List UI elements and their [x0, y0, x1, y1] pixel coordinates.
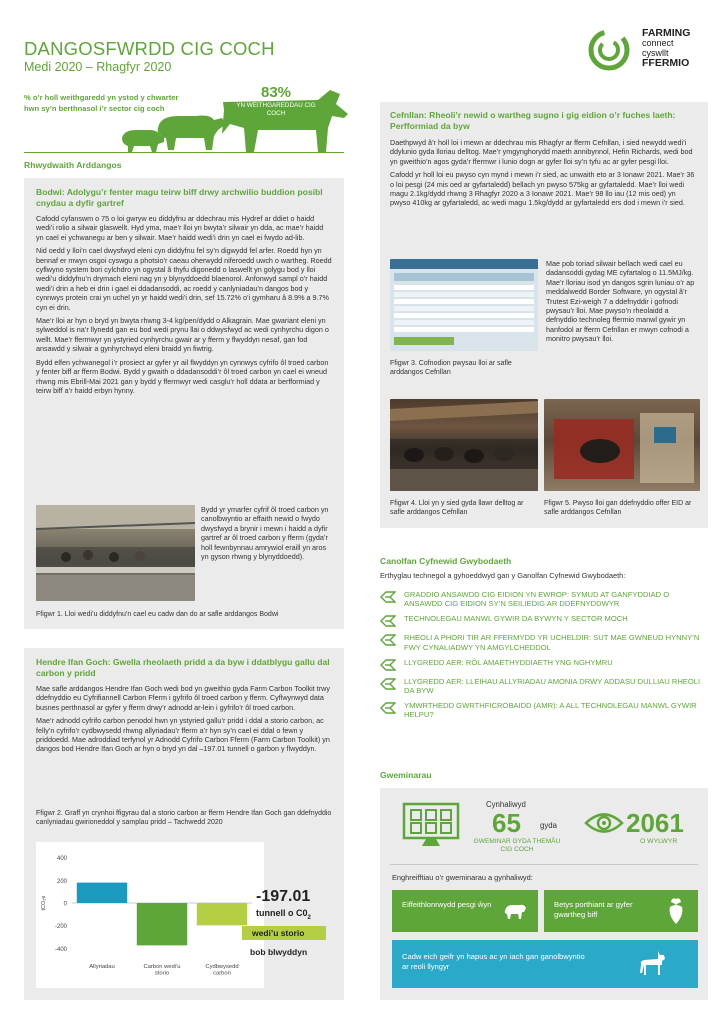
bodwi-paragraph: Nid oedd y lloi’n cael dwysfwyd eleni cyn diddyfnu fel sy’n digwydd fel arfer. Roedd hyn yn bennaf er mwyn osgoi cyswgu a photsio’r caeau oherwydd niferoedd uwch o wartheg. Roedd cyflwyno system bori cylchdro yn ogystal â thyfu digonedd o laswellt yn golygu bod y lloi wedi’u diddyfnu’n drymach eleni nag yn y blynyddoedd blaenorol. Anfonwyd sampl o’r haidd wedi’i drin a heb ei drin i gael ei ddadansoddi, ac roedd y canlyniadau’n dangos bod y cynnwys protein crai yn uchel yn yr haidd wedi’i drin, sef 15.72% o’i gymharu â 8.9% a 9.7% cyn ei drin. [36, 246, 332, 312]
webinar-example-lamb-finishing[interactable] [392, 890, 538, 932]
webinars-label: GWEMINAR GYDA THEMÂU CIG COCH [473, 838, 561, 853]
link-chain-icon [380, 591, 396, 603]
hendre-body [36, 684, 332, 758]
hendre-paragraph: Mae safle arddangos Hendre Ifan Goch wedi bod yn gweithio gyda Farm Carbon Toolkit trwy ddefnyddio eu Cyfrifiannell Carbon Fferm i gyfrifo ôl troed carbon y fferm. Cyflwynwyd data busnes perthnasol ar gyfer y fferm drwy’r adnodd ar-lein i gyfrifo’r ôl troed carbon. [36, 684, 330, 712]
views-label: O WYLWYR [640, 838, 678, 845]
y-tick-label: -400 [54, 946, 67, 953]
page-title: DANGOSFWRDD CIG COCH [24, 38, 275, 59]
article-link-text[interactable]: LLYGREDD AER: LLEIHAU ALLYRIADAU AMONIA DRWY ADDASU DULLIAU RHEOLI DA BYW [404, 676, 701, 696]
carbon-unit-text: tunnell o C0 [256, 908, 308, 918]
link-chain-icon [380, 659, 396, 671]
eye-icon [584, 810, 624, 836]
logo-line2: connect [642, 38, 674, 48]
article-link[interactable] [380, 701, 708, 719]
article-link[interactable] [380, 633, 708, 651]
knowledge-intro: Erthyglau technegol a gyhoeddwyd gan y Ganolfan Cyfnewid Gwybodaeth: [380, 571, 626, 580]
cefnllan-paragraph: Cafodd yr holl loi eu pwyso cyn mynd i mewn i’r sied, ac unwaith eto ar 3 Ionawr 2021. Mae’r 36 o loi pesgi (24 mis oed ar gyfartaledd) bellach yn pwyso 575kg ar gyfartaledd. Mae’r lloi wedi magu 2.1kg/dydd rhwng 3 Rhagfyr 2020 a 3 Ionawr 2021. Mae’r 98 llo iau (12 mis oed) yn pwyso 410kg ar gyfartaledd, ac wedi magu 1.5kg/dydd ar gyfartaledd ers dod i mewn i’r sied. [390, 170, 695, 208]
figure-4-caption: Ffigwr 4. Lloi yn y sied gyda llawr delltog ar safle arddangos Cefnllan [390, 500, 524, 516]
stat-percent: 83% [260, 84, 292, 101]
weighing-crate-illustration [544, 399, 700, 491]
link-chain-icon [380, 615, 396, 627]
carbon-result-value: -197.01 [256, 888, 311, 905]
figure-1-caption: Ffigwr 1. Lloi wedi’u diddyfnu’n cael eu cadw dan do ar safle arddangos Bodwi [36, 611, 279, 618]
cefnllan-paragraph: Daethpwyd â’r holl loi i mewn ar ddechrau mis Rhagfyr ar fferm Cefnllan, i sied newydd wedi’i ddylunio gyda lloriau delltog. Mae’r ymgynghorydd maeth annibynnol, Hefin Richards, wedi bod yn gweithio’n agos gyda’r ffermwr i lunio dogn ar gyfer lloi sy’n tyfu ac ar gyfer pesgi lloi. [390, 138, 693, 166]
slatted-shed-photo [390, 399, 538, 491]
logo-line4: FFERMIO [642, 57, 690, 69]
knowledge-heading: Canolfan Cyfnewid Gwybodaeth [380, 556, 512, 566]
webinars-heading: Gweminarau [380, 770, 432, 780]
x-tick-label: Allyriadau [89, 964, 115, 970]
cefnllan-title: Cefnllan: Rheoli’r newid o wartheg sugno i gig eidion o’r fuches laeth: Perfformiad da byw [390, 110, 676, 131]
y-tick-label: 200 [56, 878, 67, 885]
article-link[interactable] [380, 590, 708, 608]
y-axis-label: tCO₂e [41, 895, 47, 911]
stat-label: YN WEITHGAREDDAU CIG COCH [236, 102, 316, 117]
cefnllan-body [390, 138, 698, 212]
network-heading: Rhwydwaith Arddangos [24, 160, 122, 170]
figure-5-caption: Ffigwr 5. Pwyso lloi gan ddefnyddio offer EID ar safle arddangos Cefnllan [544, 500, 692, 516]
webinar-example-text: Cadw eich geifr yn hapus ac yn iach gan ganolbwyntio ar reoli llyngyr [402, 952, 585, 971]
cattle-sheep-icon [118, 84, 358, 156]
x-tick-label: Cydbwysedd carbon [205, 964, 239, 977]
chart-bar [197, 903, 247, 925]
webinar-screen-icon [402, 802, 460, 848]
article-link[interactable] [380, 677, 708, 695]
sheep-icon [502, 901, 528, 921]
figure-2-caption: Ffigwr 2. Graff yn crynhoi ffigyrau dal a storio carbon ar fferm Hendre Ifan Goch gan ddefnyddio canlyniadau gwirioneddol y samplau pridd – Tachwedd 2020 [36, 810, 332, 826]
eid-weighing-photo [544, 399, 700, 491]
link-chain-icon [380, 678, 396, 690]
article-link[interactable] [380, 658, 708, 671]
bodwi-paragraph: Cafodd cyfanswm o 75 o loi gwryw eu diddyfnu ar ddechrau mis Hydref ar ddiet o haidd wedi’i rolio a silwair glaswellt. Hyd yma, mae’r lloi yn bwyta’r silwair yn dda, ac mae’r haidd yn cael ei ychwanegu ar ben y silwair. Mae’r haidd wedi’i drin yn cael ei fwydo ad-lib. [36, 214, 324, 242]
article-link-text[interactable]: RHEOLI A PHORI TIR AR FFERMYDD YR UCHELDIR: SUT MAE GWNEUD HYNNY’N FWY CYNALIADWY YN AMGYLCHEDDOL [404, 633, 700, 652]
per-year-label: bob blwyddyn [250, 947, 308, 957]
article-link-text[interactable]: LLYGREDD AER: RÔL AMAETHYDDIAETH YNG NGHYMRU [404, 657, 613, 667]
chart-bar [137, 903, 187, 945]
y-tick-label: 400 [56, 856, 67, 863]
carbon-result-unit [256, 908, 340, 921]
webinar-example-text: Eiffeithlonrwydd pesgi ŵyn [402, 900, 492, 909]
bodwi-panel [24, 178, 344, 629]
hosted-count: 65 [492, 808, 521, 838]
y-tick-label: 0 [63, 901, 67, 908]
hendre-paragraph: Mae’r adnodd cyfrifo carbon penodol hwn yn ystyried gallu’r pridd i ddal a storio carbon, ac felly’n cyfrifo’r cydbwysedd rhwng allyriadau’r fferm a’r hyn sy’n cael ei ddal o fewn y priddoedd. Mae adroddiad terfynol yr Adnodd Cyfrifo Carbon Fferm (Farm Carbon Toolkit) yn dangos bod Hendre Ifan Goch ar hyn o bryd yn dal –197.01 tunnell o garbon y flwyddyn. [36, 716, 330, 754]
stored-label: wedi’u storio [242, 926, 326, 940]
bodwi-side-text: Bydd yr ymarfer cyfrif ôl troed carbon yn canolbwyntio ar effaith newid o fwydo dwysfwyd a brynir i mewn i haidd a dyfir gartref ar ôl troed carbon y fferm (gyda’r holl fewnbynnau amrywiol eraill yn aros yn gyson rhwng y blynyddoedd). [201, 505, 329, 562]
cefnllan-panel [380, 102, 708, 528]
bodwi-calves-photo [36, 505, 195, 601]
hosted-label: Cynhaliwyd [486, 800, 526, 809]
livestock-silhouettes [118, 84, 358, 156]
bodwi-paragraph: Bydd elfen ychwanegol i’r prosiect ar gyfer yr ail flwyddyn yn cynnwys cyfrifo ôl troed carbon y fenter biff ar fferm Bodwi. Bydd y gwaith o ddadansoddi’r ôl troed carbon yn cael ei wneud rhwng mis Ebrill-Mai 2021 gan y bydd y ffermwyr wedi casglu’r holl ddata ar berfformiad y teirw biff a’r haidd erbyn hynny. [36, 357, 329, 395]
article-link[interactable] [380, 614, 708, 627]
cefnllan-side-text: Mae pob toriad silwair bellach wedi cael eu dadansoddi gydag ME cyfartalog o 11.5MJ/kg. Mae’r lloriau isod yn dangos sgrin luniau o’r ap meddalwedd Border Software, yn ogystal â’r Trutest Ezi-weigh 7 a ddefnyddir i gofnodi pwysau’r lloi. Mae pwyso’n rheolaidd a defnyddio technoleg ffermio manwl gywir yn hanfodol ar fferm Cefnllan er mwyn cofnodi a monitro pwysau’r lloi. [546, 259, 695, 344]
logo-line3: cyswllt [642, 48, 669, 58]
carbon-chart-card [36, 842, 264, 988]
x-tick-label: Carbon wedi’u storio [143, 964, 181, 977]
webinar-example-fodder-beet[interactable] [544, 890, 698, 932]
y-tick-label: -200 [54, 924, 67, 931]
software-screen-illustration [390, 259, 538, 351]
bodwi-title: Bodwi: Adolygu’r fenter magu teirw biff drwy archwilio buddion posibl cnydau a dyfir gartref [36, 187, 323, 208]
goat-icon [638, 949, 668, 979]
weight-records-screenshot [390, 259, 538, 351]
webinar-example-text: Betys porthiant ar gyfer gwartheg biff [554, 900, 633, 919]
header-divider [24, 152, 344, 153]
figure-3-caption: Ffigwr 3. Cofnodion pwysau lloi ar safle arddangos Cefnllan [390, 360, 512, 376]
article-link-text[interactable]: TECHNOLEGAU MANWL GYWIR DA BYWYN Y SECTOR MOCH [404, 614, 628, 624]
knowledge-link-list [380, 590, 708, 726]
hendre-panel [24, 648, 344, 1000]
hendre-title: Hendre Ifan Goch: Gwella rheolaeth pridd a da byw i ddatblygu gallu dal carbon y pridd [36, 657, 330, 678]
link-chain-icon [380, 634, 396, 646]
logo-swirl-icon [585, 26, 633, 74]
webinars-panel [380, 788, 708, 1000]
farming-connect-logo[interactable] [585, 26, 705, 76]
page-subtitle: Medi 2020 – Rhagfyr 2020 [24, 60, 172, 74]
article-link-text[interactable]: GRADDIO ANSAWDD CIG EIDION YN EWROP: SYMUD AT GANFYDDIAD O ANSAWDD CIG EIDION SY’N SEILIEDIG AR DDEFNYDDWYR [404, 590, 670, 609]
page-header [24, 38, 354, 75]
stat-description: % o’r holl weithgaredd yn ystod y chwarter hwn sy’n berthnasol i’r sector cig coch [24, 93, 179, 113]
beet-icon [666, 897, 686, 925]
shed-illustration [36, 505, 195, 601]
carbon-balance-chart [36, 842, 264, 988]
chart-bar [77, 883, 127, 903]
views-count: 2061 [626, 808, 684, 838]
logo-line1: FARMING [642, 27, 691, 39]
with-label: gyda [540, 821, 557, 830]
article-link-text[interactable]: YMWRTHEDD GWRTHFICROBAIDD (AMR): A ALL TECHNOLEGAU MANWL GYWIR HELPU? [404, 701, 697, 720]
webinar-divider [390, 864, 698, 865]
examples-intro: Enghreifftiau o’r gweminarau a gynhaliwyd: [392, 873, 533, 882]
bodwi-body [36, 214, 332, 399]
carbon-unit-sub: 2 [307, 914, 311, 921]
link-chain-icon [380, 702, 396, 714]
bodwi-paragraph: Mae’r lloi ar hyn o bryd yn bwyta rhwng 3-4 kg/pen/dydd o Alkagrain. Mae gwariant eleni yn sylweddol is na’r llynedd gan eu bod wedi prynu llai o ddwysfwyd ac wedi cynhyrchu digon o wellt. Mae’r ffermwyr yn ystyried cynhyrchu gwair ar y fferm y flwyddyn nesaf, gan fod ansawdd y silwair a gynhyrchwyd eleni braidd yn fiwtrig. [36, 316, 329, 354]
shed-calves-illustration [390, 399, 538, 491]
webinar-example-goat-health[interactable] [392, 940, 698, 988]
